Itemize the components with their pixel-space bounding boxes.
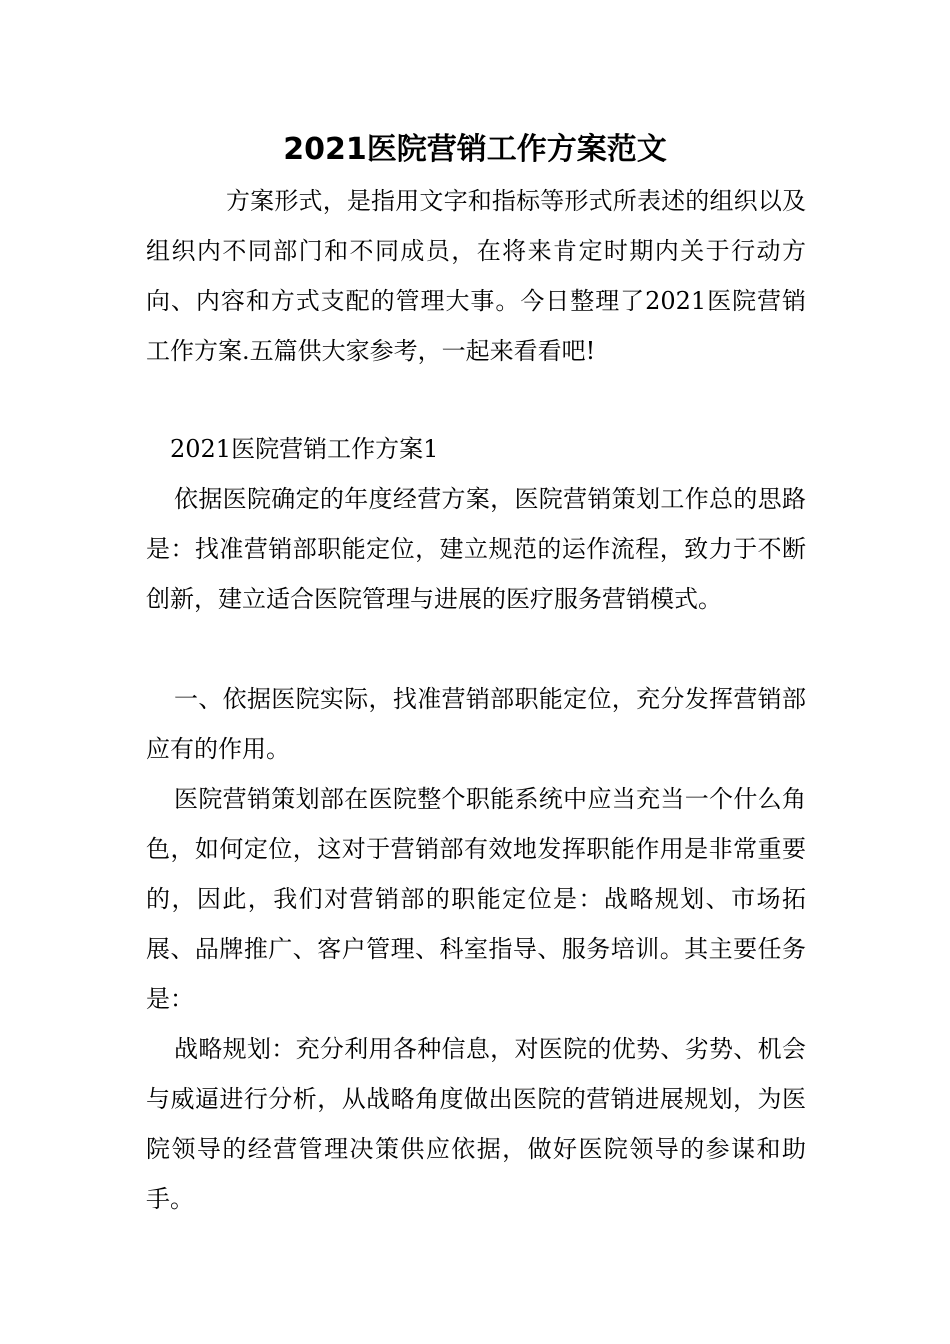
body-paragraph: 依据医院确定的年度经营方案，医院营销策划工作总的思路是：找准营销部职能定位，建立规范的运作流程，致力于不断创新，建立适合医院管理与进展的医疗服务营销模式。 xyxy=(146,485,806,613)
document-title: 2021医院营销工作方案范文 xyxy=(283,132,667,167)
body-paragraph: 医院营销策划部在医院整个职能系统中应当充当一个什么角色，如何定位，这对于营销部有效地发挥职能作用是非常重要的，因此，我们对营销部的职能定位是：战略规划、市场拓展、品牌推广、客户管理、科室指导、服务培训。其主要任务是： xyxy=(146,785,806,1013)
body-paragraph: 一、依据医院实际，找准营销部职能定位，充分发挥营销部应有的作用。 xyxy=(146,685,806,763)
section-heading: 2021医院营销工作方案1 xyxy=(170,435,439,463)
body-paragraph: 战略规划：充分利用各种信息，对医院的优势、劣势、机会与威逼进行分析，从战略角度做出医院的营销进展规划，为医院领导的经营管理决策供应依据，做好医院领导的参谋和助手。 xyxy=(146,1035,806,1213)
intro-paragraph: 方案形式，是指用文字和指标等形式所表述的组织以及组织内不同部门和不同成员，在将来肯定时期内关于行动方向、内容和方式支配的管理大事。今日整理了2021医院营销工作方案.五篇供大家参考，一起来看看吧! xyxy=(146,187,806,365)
